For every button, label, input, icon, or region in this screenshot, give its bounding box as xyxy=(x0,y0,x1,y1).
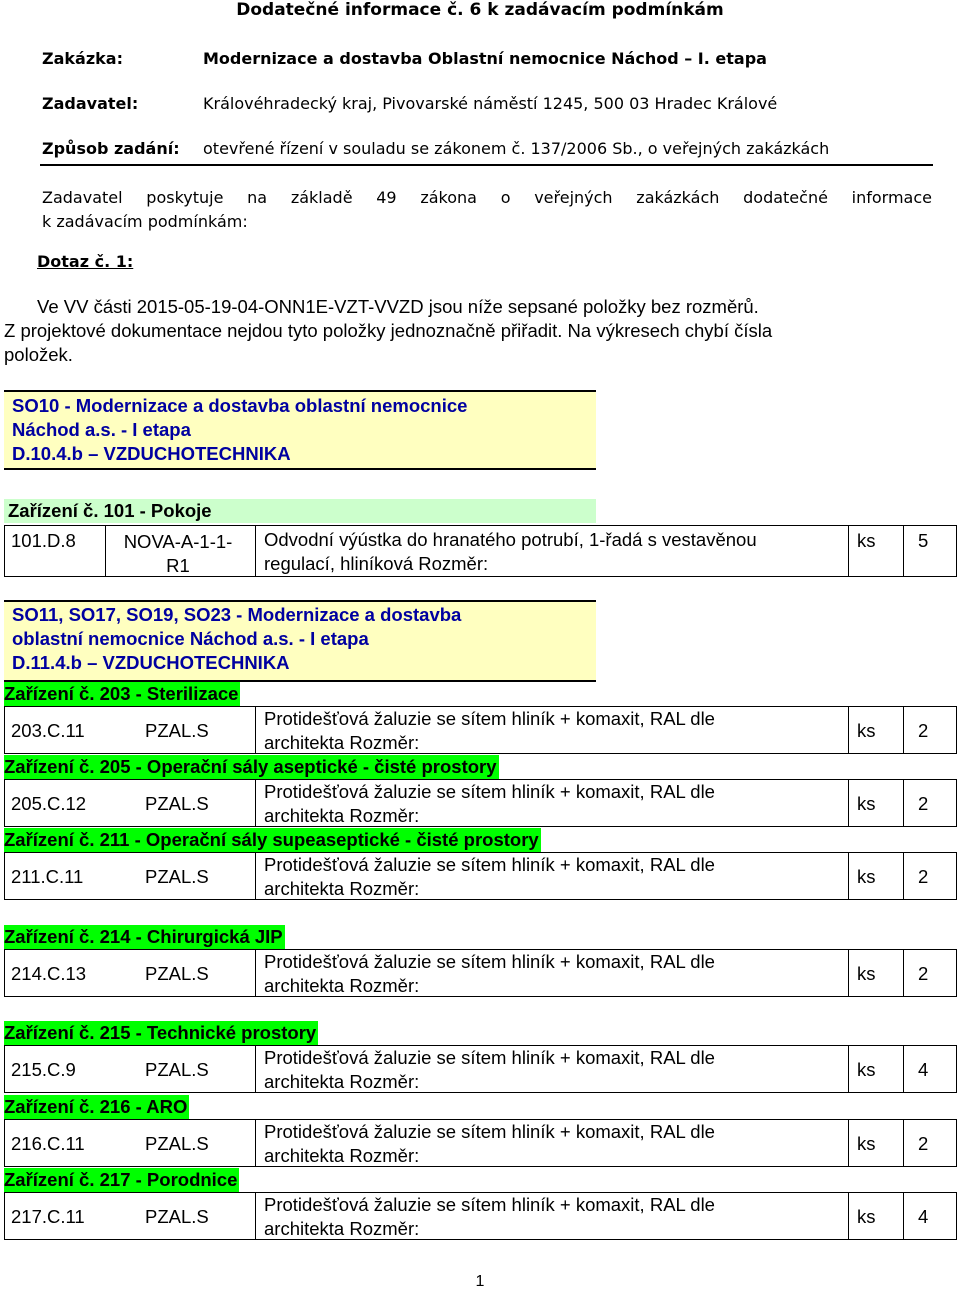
item-unit: ks xyxy=(857,530,876,551)
section-so11-line1: SO11, SO17, SO19, SO23 - Modernizace a dostavba xyxy=(12,604,462,625)
section-so11-line2: oblastní nemocnice Náchod a.s. - I etapa xyxy=(12,628,369,649)
device-row xyxy=(4,852,957,900)
item-qty: 2 xyxy=(918,720,929,741)
item-description: Protidešťová žaluzie se sítem hliník + komaxit, RAL dle architekta Rozměr: xyxy=(264,781,715,826)
zadavatel-value: Královéhradecký kraj, Pivovarské náměstí 1245, 500 03 Hradec Králové xyxy=(203,94,778,113)
device-row xyxy=(4,1045,957,1093)
item-description: Odvodní výústka do hranatého potrubí, 1-řadá s vestavěnou regulací, hliníková Rozměr: xyxy=(264,529,757,574)
item-unit: ks xyxy=(857,963,876,984)
item-type: PZAL.S xyxy=(145,866,209,887)
section-so10-line1: SO10 - Modernizace a dostavba oblastní nemocnice xyxy=(12,395,468,416)
item-unit: ks xyxy=(857,793,876,814)
dotaz-label: Dotaz č. 1: xyxy=(37,252,134,271)
item-qty: 2 xyxy=(918,866,929,887)
header-divider xyxy=(40,164,933,166)
device-row xyxy=(4,949,957,997)
item-code: 203.C.11 xyxy=(11,720,85,741)
document-title: Dodatečné informace č. 6 k zadávacím podmínkám xyxy=(236,0,724,20)
section-so10-line3: D.10.4.b – VZDUCHOTECHNIKA xyxy=(12,443,291,464)
item-code: 205.C.12 xyxy=(11,793,87,814)
item-qty: 2 xyxy=(918,963,929,984)
item-qty: 4 xyxy=(918,1059,929,1080)
item-code: 216.C.11 xyxy=(11,1133,85,1154)
item-unit: ks xyxy=(857,1059,876,1080)
item-type: PZAL.S xyxy=(145,793,209,814)
item-description: Protidešťová žaluzie se sítem hliník + komaxit, RAL dle architekta Rozměr: xyxy=(264,1121,715,1166)
device-heading: Zařízení č. 217 - Porodnice xyxy=(4,1169,238,1190)
question-line-3: položek. xyxy=(4,344,73,365)
device-heading: Zařízení č. 214 - Chirurgická JIP xyxy=(4,926,283,947)
zakazka-value: Modernizace a dostavba Oblastní nemocnice Náchod – I. etapa xyxy=(203,49,767,68)
device-heading: Zařízení č. 205 - Operační sály aseptické - čisté prostory xyxy=(4,756,497,777)
item-type: PZAL.S xyxy=(145,1059,209,1080)
item-unit: ks xyxy=(857,720,876,741)
page-number: 1 xyxy=(475,1273,485,1290)
item-code: 214.C.13 xyxy=(11,963,87,984)
item-code: 217.C.11 xyxy=(11,1206,85,1227)
item-code: 211.C.11 xyxy=(11,866,84,887)
intro-line-2: k zadávacím podmínkám: xyxy=(42,212,248,231)
section-so11-box xyxy=(4,600,596,682)
item-description: Protidešťová žaluzie se sítem hliník + komaxit, RAL dle architekta Rozměr: xyxy=(264,951,715,996)
item-description: Protidešťová žaluzie se sítem hliník + komaxit, RAL dle architekta Rozměr: xyxy=(264,708,715,753)
device-heading: Zařízení č. 203 - Sterilizace xyxy=(4,683,239,704)
item-unit: ks xyxy=(857,1206,876,1227)
device-row xyxy=(4,779,957,827)
intro-line-1: Zadavatel poskytuje na základě 49 zákona o veřejných zakázkách dodatečné informace xyxy=(42,188,932,207)
item-code: 215.C.9 xyxy=(11,1059,76,1080)
question-line-2: Z projektové dokumentace nejdou tyto položky jednoznačně přiřadit. Na výkresech chybí čísla xyxy=(4,320,773,341)
device-101-row xyxy=(4,525,957,577)
item-type: PZAL.S xyxy=(145,1133,209,1154)
section-so10-box xyxy=(4,390,596,470)
device-row xyxy=(4,1119,957,1167)
zpusob-zadani-label: Způsob zadání: xyxy=(42,139,180,158)
zadavatel-label: Zadavatel: xyxy=(42,94,139,113)
item-qty: 2 xyxy=(918,1133,929,1154)
item-type: PZAL.S xyxy=(145,1206,209,1227)
device-101-heading: Zařízení č. 101 - Pokoje xyxy=(4,499,596,523)
device-heading: Zařízení č. 216 - ARO xyxy=(4,1096,188,1117)
item-qty: 5 xyxy=(918,530,929,551)
item-type: NOVA-A-1-1- R1 xyxy=(123,531,233,576)
device-row xyxy=(4,1192,957,1240)
item-description: Protidešťová žaluzie se sítem hliník + komaxit, RAL dle architekta Rozměr: xyxy=(264,854,715,899)
item-description: Protidešťová žaluzie se sítem hliník + komaxit, RAL dle architekta Rozměr: xyxy=(264,1194,715,1239)
item-qty: 4 xyxy=(918,1206,929,1227)
device-heading: Zařízení č. 215 - Technické prostory xyxy=(4,1022,317,1043)
question-line-1: Ve VV části 2015-05-19-04-ONN1E-VZT-VVZD jsou níže sepsané položky bez rozměrů. xyxy=(37,296,759,317)
item-unit: ks xyxy=(857,866,876,887)
section-so10-line2: Náchod a.s. - I etapa xyxy=(12,419,191,440)
item-type: PZAL.S xyxy=(145,720,209,741)
item-qty: 2 xyxy=(918,793,929,814)
device-row xyxy=(4,706,957,754)
zpusob-zadani-value: otevřené řízení v souladu se zákonem č. 137/2006 Sb., o veřejných zakázkách xyxy=(203,139,830,158)
device-heading: Zařízení č. 211 - Operační sály supeaseptické - čisté prostory xyxy=(4,829,539,850)
section-so11-line3: D.11.4.b – VZDUCHOTECHNIKA xyxy=(12,652,290,673)
item-code: 101.D.8 xyxy=(11,530,76,551)
zakazka-label: Zakázka: xyxy=(42,49,123,68)
item-unit: ks xyxy=(857,1133,876,1154)
item-type: PZAL.S xyxy=(145,963,209,984)
item-description: Protidešťová žaluzie se sítem hliník + komaxit, RAL dle architekta Rozměr: xyxy=(264,1047,715,1092)
